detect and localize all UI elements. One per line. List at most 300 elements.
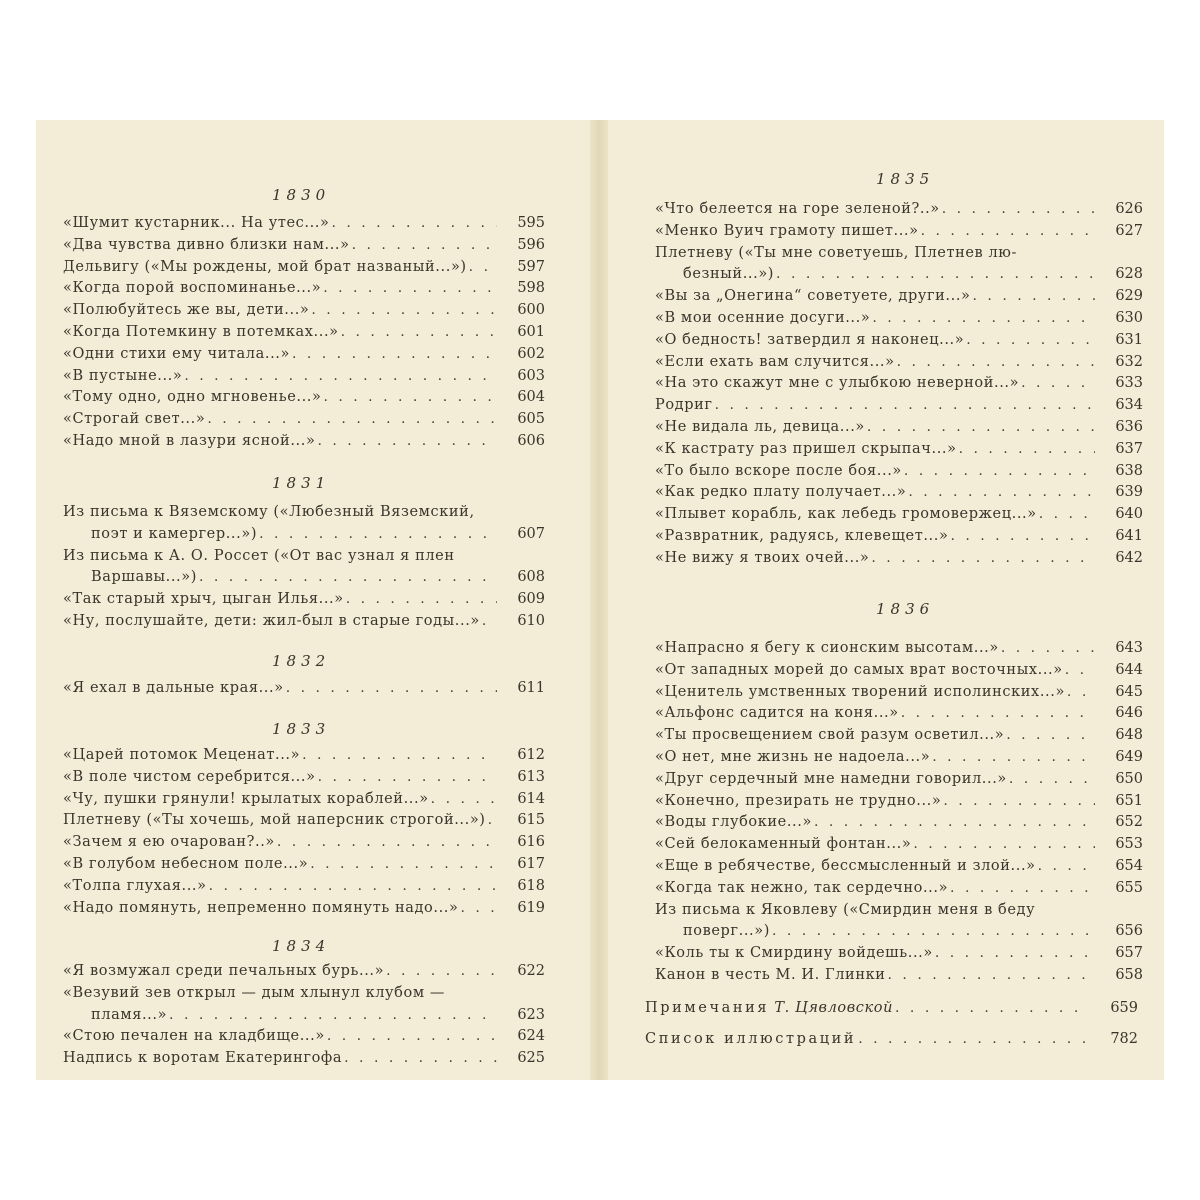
entry-title: «Так старый хрыч, цыган Илья...» — [63, 591, 344, 608]
toc-entry[interactable] — [655, 812, 1143, 834]
toc-entry[interactable] — [63, 876, 545, 898]
dot-leader — [897, 352, 1095, 372]
toc-entry[interactable] — [655, 373, 1143, 395]
dot-leader — [973, 286, 1095, 306]
toc-entry[interactable] — [655, 725, 1143, 747]
page-number: 619 — [517, 899, 545, 916]
toc-entry[interactable] — [655, 769, 1143, 791]
entry-title: «В голубом небесном поле...» — [63, 856, 309, 872]
toc-entry[interactable] — [63, 1026, 545, 1048]
entry-title: «Еще в ребячестве, бессмысленный и злой...» — [655, 858, 1036, 874]
entry-title: «Надо помянуть, непременно помянуть надо...» — [63, 899, 459, 916]
entry-title: «Одни стихи ему читала...» — [63, 345, 290, 362]
entry-row — [63, 589, 545, 611]
back-matter-text — [645, 998, 895, 1018]
entry-row — [63, 767, 545, 789]
entry-row — [645, 998, 1138, 1020]
entry-title: «О бедность! затвердил я наконец...» — [655, 331, 965, 348]
entry-title: Дельвигу («Мы рождены, мой брат названый...») — [63, 258, 467, 275]
page-number: 615 — [517, 812, 545, 829]
entry-title-line: поверг...») — [655, 921, 772, 941]
entry-row — [63, 366, 545, 388]
entry-row — [655, 548, 1143, 570]
entry-title: «Полюбуйтесь же вы, дети...» — [63, 302, 310, 319]
entry-title: «Коль ты к Смирдину войдешь...» — [655, 945, 933, 962]
entry-row — [655, 943, 1143, 965]
entry-title-line: пламя...» — [63, 1005, 169, 1025]
entry-row — [63, 876, 545, 898]
dot-leader — [966, 330, 1095, 350]
toc-entry[interactable] — [655, 286, 1143, 308]
section-year-heading: 1830 — [272, 186, 331, 204]
entry-row — [63, 898, 545, 920]
entry-title: «В пустыне...» — [63, 367, 183, 384]
toc-entry[interactable] — [655, 221, 1143, 243]
dot-leader — [286, 678, 497, 698]
entry-title-line: Из письма к Вяземскому («Любезный Вяземский, — [63, 504, 475, 520]
entry-row — [63, 1048, 545, 1070]
dot-leader — [460, 898, 497, 918]
back-matter-label: Примечания — [645, 1000, 770, 1016]
entry-row — [655, 286, 1143, 308]
entry-title: «К кастрату раз пришел скрыпач...» — [655, 440, 957, 457]
entry-title: «Царей потомок Меценат...» — [63, 747, 301, 763]
toc-entry[interactable] — [63, 854, 545, 876]
entry-row — [655, 221, 1143, 243]
section-year-heading: 1832 — [272, 652, 331, 670]
entry-title: «Ты просвещением свой разум осветил...» — [655, 727, 1005, 744]
page-number: 625 — [517, 1050, 545, 1067]
toc-entry[interactable] — [655, 965, 1143, 987]
dot-leader — [1001, 638, 1095, 658]
entry-row — [655, 682, 1143, 704]
entry-row — [63, 810, 545, 832]
entry-row — [63, 257, 545, 279]
page-number: 652 — [1115, 814, 1143, 831]
toc-entry[interactable] — [655, 878, 1143, 900]
entry-row — [655, 921, 1143, 943]
back-matter-author: Т. Цявловской — [774, 1000, 894, 1016]
entry-title: Плетневу («Ты хочешь, мой наперсник строгой...») — [63, 812, 486, 829]
page-number: 602 — [517, 345, 545, 362]
toc-entry[interactable] — [655, 548, 1143, 570]
dot-leader — [942, 199, 1095, 219]
page-number: 598 — [517, 280, 545, 297]
entry-row — [63, 278, 545, 300]
page-number: 644 — [1115, 661, 1143, 678]
entry-title: «Два чувства дивно близки нам...» — [63, 236, 350, 253]
toc-entry[interactable] — [63, 257, 545, 279]
toc-entry[interactable] — [655, 638, 1143, 660]
dot-leader — [292, 344, 497, 364]
dot-leader — [1006, 725, 1095, 745]
toc-entry[interactable] — [655, 791, 1143, 813]
toc-entry[interactable] — [63, 344, 545, 366]
page-number: 612 — [517, 747, 545, 763]
dot-leader — [1039, 504, 1095, 524]
dot-leader — [858, 1029, 1090, 1049]
toc-entry[interactable] — [655, 243, 1143, 287]
page-number: 654 — [1115, 858, 1143, 874]
dot-leader — [169, 1005, 497, 1025]
entry-title: «Шумит кустарник... На утес...» — [63, 215, 330, 231]
toc-entry[interactable] — [655, 417, 1143, 439]
entry-row — [655, 395, 1143, 417]
entry-title: «Друг сердечный мне намедни говорил...» — [655, 770, 1007, 787]
entry-title: «Тому одно, одно мгновенье...» — [63, 389, 322, 406]
entry-title: «Не видала ль, девица...» — [655, 419, 865, 435]
entry-title: «Что белеется на горе зеленой?..» — [655, 201, 940, 217]
entry-title: Надпись к воротам Екатерингофа — [63, 1050, 343, 1067]
page-number: 607 — [517, 525, 545, 542]
entry-row — [63, 235, 545, 257]
dot-leader — [872, 308, 1095, 328]
toc-entry[interactable] — [63, 789, 545, 811]
entry-row — [645, 1029, 1138, 1051]
dot-leader — [950, 878, 1095, 898]
entry-title: «В мои осенние досуги...» — [655, 310, 871, 326]
toc-entry[interactable] — [63, 213, 545, 235]
toc-entry[interactable] — [655, 395, 1143, 417]
entry-title-line: Из письма к А. О. Россет («От вас узнал я плен — [63, 547, 455, 564]
toc-entry[interactable] — [63, 546, 545, 590]
page-number: 627 — [1115, 222, 1143, 239]
toc-entry[interactable] — [63, 300, 545, 322]
toc-entry[interactable] — [63, 589, 545, 611]
entry-title: «Развратник, радуясь, клевещет...» — [655, 528, 949, 544]
entry-title-line: Варшавы...») — [63, 567, 199, 587]
dot-leader — [352, 235, 497, 255]
page-number: 610 — [517, 613, 545, 629]
page-number: 623 — [517, 1006, 545, 1023]
entry-row — [63, 300, 545, 322]
page-number: 595 — [517, 215, 545, 231]
section-year-heading: 1831 — [272, 474, 331, 492]
toc-entry[interactable] — [655, 461, 1143, 483]
entry-row — [63, 567, 545, 589]
dot-leader — [904, 461, 1095, 481]
entry-title: «То было вскоре после боя...» — [655, 462, 902, 479]
dot-leader — [331, 213, 497, 233]
toc-entry[interactable] — [63, 387, 545, 409]
entry-row — [63, 524, 545, 546]
entry-title: «Когда так нежно, так сердечно...» — [655, 879, 949, 896]
entry-row — [63, 387, 545, 409]
dot-leader — [209, 876, 497, 896]
entry-title: Канон в честь М. И. Глинки — [655, 967, 886, 983]
page-number: 638 — [1115, 462, 1143, 479]
section-year-heading: 1836 — [876, 600, 935, 618]
entry-title: «Напрасно я бегу к сионским высотам...» — [655, 640, 999, 656]
entry-row — [655, 373, 1143, 395]
entry-title: «Плывет корабль, как лебедь громовержец...» — [655, 506, 1037, 523]
toc-entry[interactable] — [63, 278, 545, 300]
dot-leader — [344, 1048, 497, 1068]
entry-row — [655, 504, 1143, 526]
dot-leader — [1021, 373, 1095, 393]
page-number: 633 — [1115, 375, 1143, 392]
toc-entry[interactable] — [63, 322, 545, 344]
page-number: 628 — [1115, 266, 1143, 283]
dot-leader — [318, 767, 497, 787]
entry-row — [63, 745, 545, 767]
dot-leader — [327, 1026, 497, 1046]
entry-title: «Чу, пушки грянули! крылатых кораблей...» — [63, 790, 429, 807]
dot-leader — [323, 387, 497, 407]
toc-entry[interactable] — [63, 235, 545, 257]
page-number: 651 — [1115, 792, 1143, 809]
dot-leader — [184, 366, 497, 386]
page-number: 637 — [1115, 440, 1143, 457]
dot-leader — [814, 812, 1095, 832]
page-number: 614 — [517, 790, 545, 807]
illustrations-list-entry[interactable] — [645, 1029, 1138, 1051]
dot-leader — [482, 611, 497, 631]
dot-leader — [386, 961, 497, 981]
entry-row — [655, 199, 1143, 221]
page-number: 639 — [1115, 484, 1143, 501]
page-number: 658 — [1115, 967, 1143, 983]
page-number: 650 — [1115, 770, 1143, 787]
dot-leader — [913, 834, 1095, 854]
dot-leader — [207, 409, 497, 429]
toc-entry[interactable] — [63, 810, 545, 832]
page-number: 601 — [517, 324, 545, 340]
entry-title: «Воды глубокие...» — [655, 814, 812, 831]
entry-row — [655, 791, 1143, 813]
page-number: 596 — [517, 236, 545, 253]
page-number: 656 — [1115, 923, 1143, 940]
page-number: 657 — [1115, 945, 1143, 962]
entry-title: «Конечно, презирать не трудно...» — [655, 792, 942, 809]
entry-title: «Строгай свет...» — [63, 411, 206, 428]
dot-leader — [776, 264, 1095, 284]
toc-entry[interactable] — [655, 703, 1143, 725]
section-year-heading: 1833 — [272, 720, 331, 738]
dot-leader — [895, 998, 1090, 1018]
entry-row — [63, 1026, 545, 1048]
toc-entry[interactable] — [63, 745, 545, 767]
entry-row — [655, 461, 1143, 483]
entry-row — [655, 703, 1143, 725]
dot-leader — [277, 832, 497, 852]
page-number: 634 — [1115, 397, 1143, 414]
entry-title: «Вы за „Онегина“ советуете, други...» — [655, 288, 971, 305]
dot-leader — [259, 524, 497, 544]
toc-entry[interactable] — [655, 834, 1143, 856]
dot-leader — [469, 257, 497, 277]
entry-row — [655, 526, 1143, 548]
entry-row — [655, 330, 1143, 352]
dot-leader — [908, 482, 1095, 502]
entry-row — [63, 431, 545, 453]
entry-row — [655, 834, 1143, 856]
page-number: 655 — [1115, 879, 1143, 896]
dot-leader — [1009, 769, 1095, 789]
entry-row — [63, 678, 545, 700]
entry-title: «Толпа глухая...» — [63, 877, 207, 894]
entry-title-line: Из письма к Яковлеву («Смирдин меня в беду — [655, 901, 1036, 918]
entry-title: «Я ехал в дальные края...» — [63, 680, 284, 696]
dot-leader — [935, 943, 1095, 963]
page-number: 643 — [1115, 640, 1143, 656]
toc-entry[interactable] — [63, 611, 545, 633]
page-number: 597 — [517, 258, 545, 275]
page-number: 648 — [1115, 727, 1143, 744]
page-number: 632 — [1115, 353, 1143, 370]
entry-row — [655, 482, 1143, 504]
dot-leader — [323, 278, 497, 298]
toc-entry[interactable] — [655, 660, 1143, 682]
entry-title: «Не вижу я твоих очей...» — [655, 549, 870, 566]
dot-leader — [888, 965, 1095, 985]
dot-leader — [932, 747, 1095, 767]
dot-leader — [867, 417, 1095, 437]
toc-entry[interactable] — [655, 682, 1143, 704]
entry-row — [655, 878, 1143, 900]
page-number: 617 — [517, 856, 545, 872]
page-number: 636 — [1115, 419, 1143, 435]
toc-entry[interactable] — [655, 199, 1143, 221]
toc-entry[interactable] — [63, 767, 545, 789]
entry-title: «На это скажут мне с улыбкою неверной...» — [655, 375, 1020, 392]
book-gutter — [590, 120, 608, 1080]
page-number: 609 — [517, 591, 545, 608]
dot-leader — [772, 921, 1095, 941]
entry-title-line: безный...») — [655, 264, 776, 284]
dot-leader — [346, 589, 497, 609]
page-number: 622 — [517, 963, 545, 979]
toc-entry[interactable] — [655, 943, 1143, 965]
dot-leader — [1065, 660, 1095, 680]
page-number: 645 — [1115, 683, 1143, 700]
toc-entry[interactable] — [655, 439, 1143, 461]
dot-leader — [921, 221, 1095, 241]
page-number: 606 — [517, 433, 545, 449]
entry-row — [655, 769, 1143, 791]
page-number: 616 — [517, 834, 545, 851]
dot-leader — [488, 810, 497, 830]
toc-entry[interactable] — [655, 504, 1143, 526]
toc-entry[interactable] — [63, 678, 545, 700]
entry-title: «О нет, мне жизнь не надоела...» — [655, 749, 931, 765]
section-year-heading: 1835 — [876, 170, 935, 188]
page-number: 626 — [1115, 201, 1143, 217]
section-year-heading: 1834 — [272, 937, 331, 955]
toc-entry[interactable] — [655, 747, 1143, 769]
entry-row — [655, 264, 1143, 286]
toc-entry[interactable] — [655, 856, 1143, 878]
entry-row — [655, 812, 1143, 834]
entry-title: «Когда Потемкину в потемках...» — [63, 324, 339, 340]
entry-title: «Как редко плату получает...» — [655, 484, 907, 501]
page-number: 608 — [517, 569, 545, 586]
page-number: 603 — [517, 367, 545, 384]
dot-leader — [901, 703, 1095, 723]
toc-entry[interactable] — [655, 352, 1143, 374]
page-number: 605 — [517, 411, 545, 428]
entry-title: «Сей белокаменный фонтан...» — [655, 836, 912, 853]
page-number: 649 — [1115, 749, 1143, 765]
dot-leader — [341, 322, 497, 342]
page-number: 659 — [1110, 1000, 1138, 1016]
page-number: 646 — [1115, 705, 1143, 722]
toc-entry[interactable] — [63, 898, 545, 920]
toc-entry[interactable] — [655, 526, 1143, 548]
dot-leader — [871, 548, 1095, 568]
toc-entry[interactable] — [63, 1048, 545, 1070]
entry-row — [655, 308, 1143, 330]
toc-entry[interactable] — [63, 961, 545, 983]
page-number: 613 — [517, 768, 545, 785]
page-number: 782 — [1110, 1031, 1138, 1047]
page-number: 618 — [517, 877, 545, 894]
back-matter-text — [645, 1029, 858, 1049]
toc-entry[interactable] — [63, 431, 545, 453]
entry-row — [655, 965, 1143, 987]
toc-entry[interactable] — [655, 900, 1143, 944]
dot-leader — [959, 439, 1095, 459]
page-number: 624 — [517, 1028, 545, 1045]
entry-row — [63, 611, 545, 633]
entry-row — [655, 417, 1143, 439]
entry-title: «От западных морей до самых врат восточных...» — [655, 661, 1063, 678]
back-matter-label: Список иллюстраций — [645, 1031, 857, 1047]
toc-entry[interactable] — [655, 330, 1143, 352]
entry-row — [63, 213, 545, 235]
toc-entry[interactable] — [63, 983, 545, 1027]
toc-entry[interactable] — [63, 409, 545, 431]
entry-row — [655, 747, 1143, 769]
entry-row — [63, 832, 545, 854]
entry-title: «Надо мной в лазури ясной...» — [63, 433, 316, 449]
entry-row — [655, 660, 1143, 682]
entry-title: Родриг — [655, 397, 713, 414]
entry-title: «Менко Вуич грамоту пишет...» — [655, 222, 919, 239]
dot-leader — [715, 395, 1095, 415]
page-number: 642 — [1115, 549, 1143, 566]
dot-leader — [950, 526, 1095, 546]
entry-title: «Ценитель умственных творений исполинских...» — [655, 683, 1065, 700]
entry-title: «Зачем я ею очарован?..» — [63, 834, 275, 851]
dot-leader — [431, 789, 497, 809]
toc-entry[interactable] — [655, 308, 1143, 330]
toc-entry[interactable] — [63, 366, 545, 388]
page-number: 641 — [1115, 528, 1143, 544]
toc-entry[interactable] — [63, 832, 545, 854]
page-number: 631 — [1115, 331, 1143, 348]
entry-row — [655, 439, 1143, 461]
dot-leader — [199, 567, 497, 587]
entry-row — [63, 1005, 545, 1027]
page-number: 629 — [1115, 288, 1143, 305]
page-number: 604 — [517, 389, 545, 406]
page-number: 630 — [1115, 310, 1143, 326]
dot-leader — [310, 854, 497, 874]
page-number: 600 — [517, 302, 545, 319]
page-number: 611 — [517, 680, 545, 696]
entry-title-line: поэт и камергер...») — [63, 524, 259, 544]
dot-leader — [1067, 682, 1095, 702]
entry-row — [63, 409, 545, 431]
entry-row — [655, 638, 1143, 660]
page-number: 653 — [1115, 836, 1143, 853]
toc-entry[interactable] — [655, 482, 1143, 504]
notes-entry[interactable] — [645, 998, 1138, 1020]
entry-title: «Альфонс садится на коня...» — [655, 705, 899, 722]
entry-title: «Ну, послушайте, дети: жил-был в старые годы...» — [63, 613, 480, 629]
toc-entry[interactable] — [63, 502, 545, 546]
